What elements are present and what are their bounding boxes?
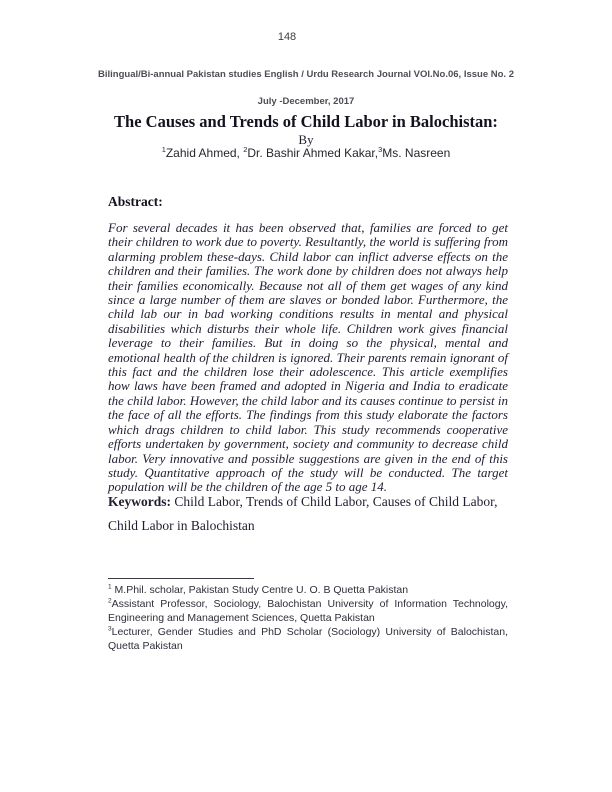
footnote-3-superscript: 3 [108, 625, 112, 633]
footnote-separator-rule [108, 578, 254, 579]
keywords-line [108, 495, 508, 509]
keywords-text: Child Labor, Trends of Child Labor, Causes of Child Labor, [171, 493, 498, 509]
footnote-3 [108, 626, 508, 654]
keywords-continuation: Child Labor in Balochistan [108, 518, 255, 534]
footnote-1-text: M.Phil. scholar, Pakistan Study Centre U. O. B Quetta Pakistan [111, 584, 409, 596]
byline: By [298, 132, 314, 147]
footnote-2 [108, 598, 508, 626]
author-3 [378, 146, 450, 160]
author-1-name: Zahid Ahmed, [165, 146, 244, 160]
author-2-name: Dr. Bashir Ahmed Kakar, [247, 146, 379, 160]
journal-header: Bilingual/Bi-annual Pakistan studies English / Urdu Research Journal VOl.No.06, Issue No. 2 [98, 69, 514, 80]
author-1 [162, 146, 244, 160]
footnote-2-superscript: 2 [108, 597, 112, 605]
footnotes-section [108, 572, 508, 654]
issue-date: July -December, 2017 [257, 96, 355, 107]
author-2-superscript: 2 [243, 145, 248, 154]
footnote-3-text: Lecturer, Gender Studies and PhD Scholar (Sociology) University of Balochistan, Quetta Pakistan [108, 625, 508, 652]
footnote-1 [108, 584, 508, 598]
abstract-heading: Abstract: [108, 194, 163, 209]
author-1-superscript: 1 [161, 145, 166, 154]
authors-line [0, 146, 612, 160]
article-title: The Causes and Trends of Child Labor in Balochistan: [114, 112, 498, 131]
abstract-section [108, 221, 508, 534]
page-number: 148 [277, 31, 297, 43]
author-2 [243, 146, 378, 160]
author-3-name: Ms. Nasreen [382, 146, 451, 160]
keywords-label: Keywords: [108, 493, 171, 509]
footnote-1-superscript: 1 [108, 583, 112, 591]
footnote-2-text: Assistant Professor, Sociology, Balochistan University of Information Technology, Engineering and Management Sciences, Quetta Pakistan [108, 597, 508, 624]
abstract-body: For several decades it has been observed that, families are forced to get their children to work due to poverty. Resultantly, the world is suffering from alarming problem these-days. Child labor can inflict adverse effects on the children and their families. The work done by children does not always help their families economically. Because not all of them get wages of any kind since a large number of them are slaves or bonded labor. Furthermore, the child lab our in bad working conditions results in mental and physical disabilities which disturbs their whole life. Children work gives financial leverage to their families. But in doing so the physical, mental and emotional health of the children is ignored. Their parents remain ignorant of this fact and the children lose their adolescence. This article exemplifies how laws have been framed and adopted in Nigeria and India to eradicate the child labor. However, the child labor and its causes continue to persist in the face of all the efforts. The findings from this study elaborate the factors which drags children to child labor. This study recommends cooperative efforts undertaken by government, society and community to decrease child labor. Very innovative and possible suggestions are given in the end of this study. Quantitative approach of the study will be conducted. The target population will be the children of the age 5 to age 14. [108, 220, 508, 495]
author-3-superscript: 3 [378, 145, 383, 154]
